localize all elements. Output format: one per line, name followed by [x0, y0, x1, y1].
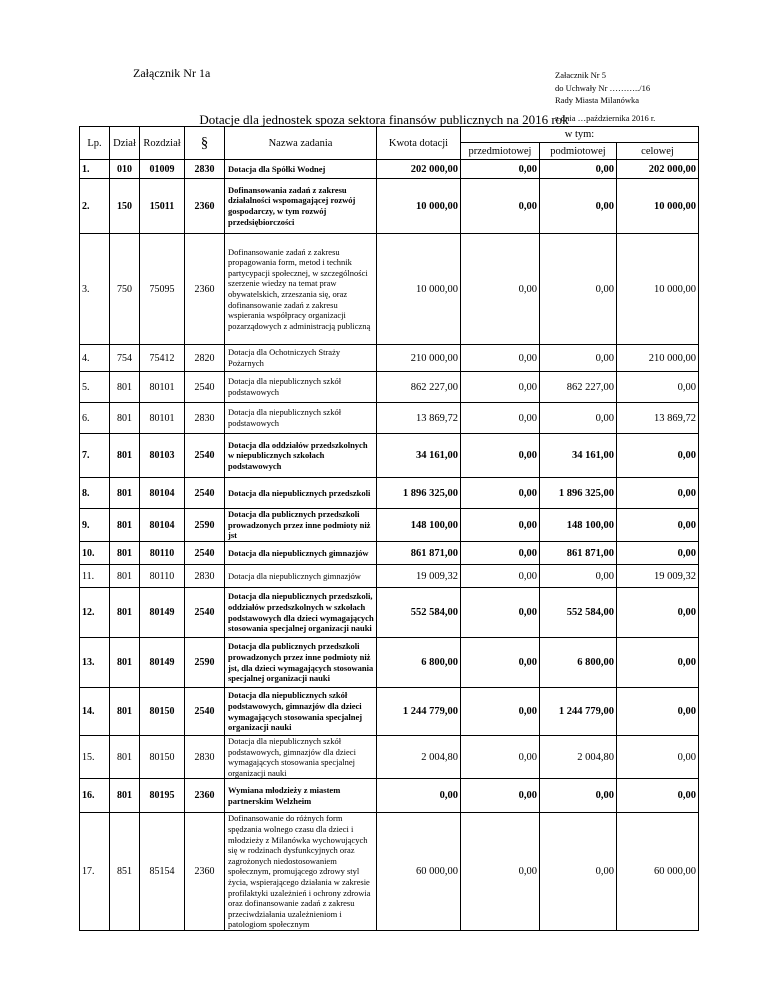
row-nazwa: Dotacja dla niepublicznych gimnazjów [225, 542, 377, 565]
row-przedmiotowej: 0,00 [461, 688, 540, 736]
row-podmiotowej: 0,00 [540, 234, 617, 345]
row-celowej: 0,00 [617, 434, 699, 478]
table-row [80, 736, 699, 779]
table-row [80, 509, 699, 542]
row-kwota: 210 000,00 [377, 345, 461, 372]
row-kwota: 2 004,80 [377, 736, 461, 779]
row-podmiotowej: 0,00 [540, 779, 617, 813]
row-przedmiotowej: 0,00 [461, 565, 540, 588]
row-dzial: 801 [110, 509, 140, 542]
row-dzial: 150 [110, 179, 140, 234]
table-row [80, 179, 699, 234]
row-przedmiotowej: 0,00 [461, 509, 540, 542]
row-dzial: 801 [110, 779, 140, 813]
row-podmiotowej: 0,00 [540, 179, 617, 234]
row-podmiotowej: 2 004,80 [540, 736, 617, 779]
row-paragraph: 2820 [185, 345, 225, 372]
row-paragraph: 2830 [185, 565, 225, 588]
row-paragraph: 2830 [185, 403, 225, 434]
row-przedmiotowej: 0,00 [461, 160, 540, 179]
row-dzial: 750 [110, 234, 140, 345]
row-dzial: 754 [110, 345, 140, 372]
row-paragraph: 2360 [185, 779, 225, 813]
row-kwota: 552 584,00 [377, 588, 461, 638]
row-podmiotowej: 34 161,00 [540, 434, 617, 478]
row-lp: 12. [80, 588, 110, 638]
row-nazwa: Dofinansowanie zadań z zakresu propagowania form, metod i technik partycypacji społecznej, w szczególności szerzenie wiedzy na temat praw obywatelskich, zrzeszania się, oraz dofinansowanie zadań z zakresu wspierania współpracy organizacji pozarządowych z administracją publiczną [225, 234, 377, 345]
row-kwota: 19 009,32 [377, 565, 461, 588]
row-przedmiotowej: 0,00 [461, 638, 540, 688]
row-lp: 7. [80, 434, 110, 478]
row-przedmiotowej: 0,00 [461, 372, 540, 403]
row-kwota: 862 227,00 [377, 372, 461, 403]
row-celowej: 0,00 [617, 638, 699, 688]
row-rozdzial: 80110 [140, 542, 185, 565]
row-celowej: 60 000,00 [617, 813, 699, 931]
row-nazwa: Dotacja dla oddziałów przedszkolnych w niepublicznych szkołach podstawowych [225, 434, 377, 478]
row-przedmiotowej: 0,00 [461, 736, 540, 779]
row-kwota: 10 000,00 [377, 234, 461, 345]
row-nazwa: Dotacja dla niepublicznych szkół podstawowych, gimnazjów dla dzieci wymagających stosowania specjalnej organizacji nauki [225, 736, 377, 779]
row-podmiotowej: 6 800,00 [540, 638, 617, 688]
row-nazwa: Wymiana młodzieży z miastem partnerskim Welzheim [225, 779, 377, 813]
row-dzial: 801 [110, 434, 140, 478]
row-podmiotowej: 148 100,00 [540, 509, 617, 542]
row-paragraph: 2830 [185, 160, 225, 179]
row-dzial: 801 [110, 588, 140, 638]
row-dzial: 801 [110, 688, 140, 736]
row-kwota: 1 244 779,00 [377, 688, 461, 736]
row-nazwa: Dofinansowania zadań z zakresu działalności wspomagającej rozwój gospodarczy, w tym rozwój przedsiębiorczości [225, 179, 377, 234]
row-rozdzial: 80101 [140, 403, 185, 434]
col-header-nazwa: Nazwa zadania [225, 127, 377, 160]
col-header-dzial: Dział [110, 127, 140, 160]
row-nazwa: Dotacja dla Ochotniczych Straży Pożarnych [225, 345, 377, 372]
row-lp: 1. [80, 160, 110, 179]
row-podmiotowej: 862 227,00 [540, 372, 617, 403]
row-paragraph: 2540 [185, 688, 225, 736]
row-dzial: 801 [110, 403, 140, 434]
row-podmiotowej: 0,00 [540, 813, 617, 931]
row-kwota: 202 000,00 [377, 160, 461, 179]
row-celowej: 0,00 [617, 372, 699, 403]
resolution-line-2: do Uchwały Nr ………../16 [555, 82, 651, 93]
row-celowej: 202 000,00 [617, 160, 699, 179]
attachment-label: Załącznik Nr 1a [133, 66, 211, 80]
row-podmiotowej: 861 871,00 [540, 542, 617, 565]
row-dzial: 801 [110, 736, 140, 779]
row-nazwa: Dotacja dla niepublicznych przedszkoli [225, 478, 377, 509]
col-header-paragraph: § [185, 127, 225, 160]
row-przedmiotowej: 0,00 [461, 403, 540, 434]
row-kwota: 13 869,72 [377, 403, 461, 434]
row-rozdzial: 75095 [140, 234, 185, 345]
row-przedmiotowej: 0,00 [461, 234, 540, 345]
table-row [80, 779, 699, 813]
row-nazwa: Dotacja dla niepublicznych szkół podstawowych [225, 372, 377, 403]
row-rozdzial: 15011 [140, 179, 185, 234]
row-celowej: 210 000,00 [617, 345, 699, 372]
table-row [80, 403, 699, 434]
row-nazwa: Dotacja dla niepublicznych szkół podstawowych, gimnazjów dla dzieci wymagających stosowania specjalnej organizacji nauki [225, 688, 377, 736]
row-podmiotowej: 0,00 [540, 345, 617, 372]
row-paragraph: 2830 [185, 736, 225, 779]
row-rozdzial: 85154 [140, 813, 185, 931]
table-row [80, 160, 699, 179]
resolution-line-1: Załacznik Nr 5 [555, 70, 606, 80]
row-lp: 17. [80, 813, 110, 931]
col-header-celowej: celowej [617, 143, 699, 160]
row-podmiotowej: 1 244 779,00 [540, 688, 617, 736]
row-kwota: 6 800,00 [377, 638, 461, 688]
table-row [80, 813, 699, 931]
col-header-w-tym: w tym: [461, 127, 699, 143]
row-paragraph: 2540 [185, 478, 225, 509]
row-przedmiotowej: 0,00 [461, 813, 540, 931]
row-podmiotowej: 0,00 [540, 403, 617, 434]
row-lp: 13. [80, 638, 110, 688]
row-paragraph: 2540 [185, 588, 225, 638]
row-kwota: 10 000,00 [377, 179, 461, 234]
row-rozdzial: 75412 [140, 345, 185, 372]
row-paragraph: 2360 [185, 813, 225, 931]
resolution-line-3: Rady Miasta Milanówka [555, 95, 640, 105]
table-row [80, 234, 699, 345]
row-rozdzial: 80104 [140, 509, 185, 542]
row-podmiotowej: 0,00 [540, 160, 617, 179]
row-rozdzial: 80150 [140, 688, 185, 736]
table-row [80, 542, 699, 565]
row-kwota: 861 871,00 [377, 542, 461, 565]
row-nazwa: Dotacja dla Spółki Wodnej [225, 160, 377, 179]
row-paragraph: 2360 [185, 179, 225, 234]
row-lp: 15. [80, 736, 110, 779]
row-lp: 14. [80, 688, 110, 736]
table-row [80, 478, 699, 509]
row-rozdzial: 80110 [140, 565, 185, 588]
row-nazwa: Dotacja dla niepublicznych szkół podstawowych [225, 403, 377, 434]
row-lp: 6. [80, 403, 110, 434]
row-nazwa: Dotacja dla publicznych przedszkoli prowadzonych przez inne podmioty niż jst [225, 509, 377, 542]
row-celowej: 0,00 [617, 542, 699, 565]
row-paragraph: 2360 [185, 234, 225, 345]
row-celowej: 0,00 [617, 478, 699, 509]
row-dzial: 851 [110, 813, 140, 931]
row-celowej: 0,00 [617, 736, 699, 779]
row-kwota: 34 161,00 [377, 434, 461, 478]
row-przedmiotowej: 0,00 [461, 179, 540, 234]
row-celowej: 13 869,72 [617, 403, 699, 434]
table-row [80, 434, 699, 478]
row-przedmiotowej: 0,00 [461, 478, 540, 509]
row-lp: 8. [80, 478, 110, 509]
row-nazwa: Dofinansowanie do różnych form spędzania wolnego czasu dla dzieci i młodzieży z Milanówka wychowujących się w rodzinach dysfunkcyjnych oraz zagrożonych niedostosowaniem społecznym, promującego zdrowy styl życia, wspierającego działania w zakresie profilaktyki uzależnień i ochrony zdrowia oraz dofinansowanie zadań z zakresu przeciwdziałania uzależnieniom i patologiom społecznym [225, 813, 377, 931]
row-rozdzial: 01009 [140, 160, 185, 179]
col-header-przedmiotowej: przedmiotowej [461, 143, 540, 160]
row-podmiotowej: 0,00 [540, 565, 617, 588]
row-kwota: 0,00 [377, 779, 461, 813]
row-nazwa: Dotacja dla publicznych przedszkoli prowadzonych przez inne podmioty niż jst, dla dzieci wymagających stosowania specjalnej organizacji nauki [225, 638, 377, 688]
row-celowej: 19 009,32 [617, 565, 699, 588]
row-lp: 10. [80, 542, 110, 565]
row-lp: 9. [80, 509, 110, 542]
row-lp: 2. [80, 179, 110, 234]
row-dzial: 801 [110, 478, 140, 509]
row-celowej: 0,00 [617, 509, 699, 542]
row-nazwa: Dotacja dla niepublicznych przedszkoli, oddziałów przedszkolnych w szkołach podstawowych dla dzieci wymagających stosowania specjalnej organizacji nauki [225, 588, 377, 638]
row-przedmiotowej: 0,00 [461, 588, 540, 638]
row-nazwa: Dotacja dla niepublicznych gimnazjów [225, 565, 377, 588]
table-row [80, 372, 699, 403]
col-header-kwota: Kwota dotacji [377, 127, 461, 160]
row-rozdzial: 80101 [140, 372, 185, 403]
row-celowej: 10 000,00 [617, 179, 699, 234]
resolution-line-4: z dnia …października 2016 r. [555, 112, 656, 123]
table-row [80, 345, 699, 372]
row-paragraph: 2540 [185, 434, 225, 478]
row-dzial: 801 [110, 638, 140, 688]
table-row [80, 565, 699, 588]
row-dzial: 010 [110, 160, 140, 179]
row-rozdzial: 80149 [140, 638, 185, 688]
row-podmiotowej: 552 584,00 [540, 588, 617, 638]
row-celowej: 0,00 [617, 688, 699, 736]
row-rozdzial: 80103 [140, 434, 185, 478]
row-lp: 11. [80, 565, 110, 588]
row-przedmiotowej: 0,00 [461, 345, 540, 372]
row-rozdzial: 80104 [140, 478, 185, 509]
subsidies-table [79, 126, 699, 931]
row-lp: 5. [80, 372, 110, 403]
row-celowej: 0,00 [617, 779, 699, 813]
row-dzial: 801 [110, 565, 140, 588]
row-kwota: 60 000,00 [377, 813, 461, 931]
row-rozdzial: 80195 [140, 779, 185, 813]
col-header-rozdzial: Rozdział [140, 127, 185, 160]
row-przedmiotowej: 0,00 [461, 434, 540, 478]
table-row [80, 638, 699, 688]
col-header-podmiotowej: podmiotowej [540, 143, 617, 160]
row-lp: 4. [80, 345, 110, 372]
row-paragraph: 2540 [185, 372, 225, 403]
row-dzial: 801 [110, 542, 140, 565]
row-celowej: 0,00 [617, 588, 699, 638]
row-paragraph: 2540 [185, 542, 225, 565]
table-row [80, 588, 699, 638]
row-rozdzial: 80149 [140, 588, 185, 638]
row-kwota: 1 896 325,00 [377, 478, 461, 509]
row-kwota: 148 100,00 [377, 509, 461, 542]
row-paragraph: 2590 [185, 638, 225, 688]
row-paragraph: 2590 [185, 509, 225, 542]
document-title: Dotacje dla jednostek spoza sektora finansów publicznych na 2016 rok [199, 112, 569, 127]
row-przedmiotowej: 0,00 [461, 542, 540, 565]
row-rozdzial: 80150 [140, 736, 185, 779]
row-podmiotowej: 1 896 325,00 [540, 478, 617, 509]
row-lp: 3. [80, 234, 110, 345]
row-lp: 16. [80, 779, 110, 813]
col-header-lp: Lp. [80, 127, 110, 160]
row-dzial: 801 [110, 372, 140, 403]
row-przedmiotowej: 0,00 [461, 779, 540, 813]
row-celowej: 10 000,00 [617, 234, 699, 345]
table-row [80, 688, 699, 736]
